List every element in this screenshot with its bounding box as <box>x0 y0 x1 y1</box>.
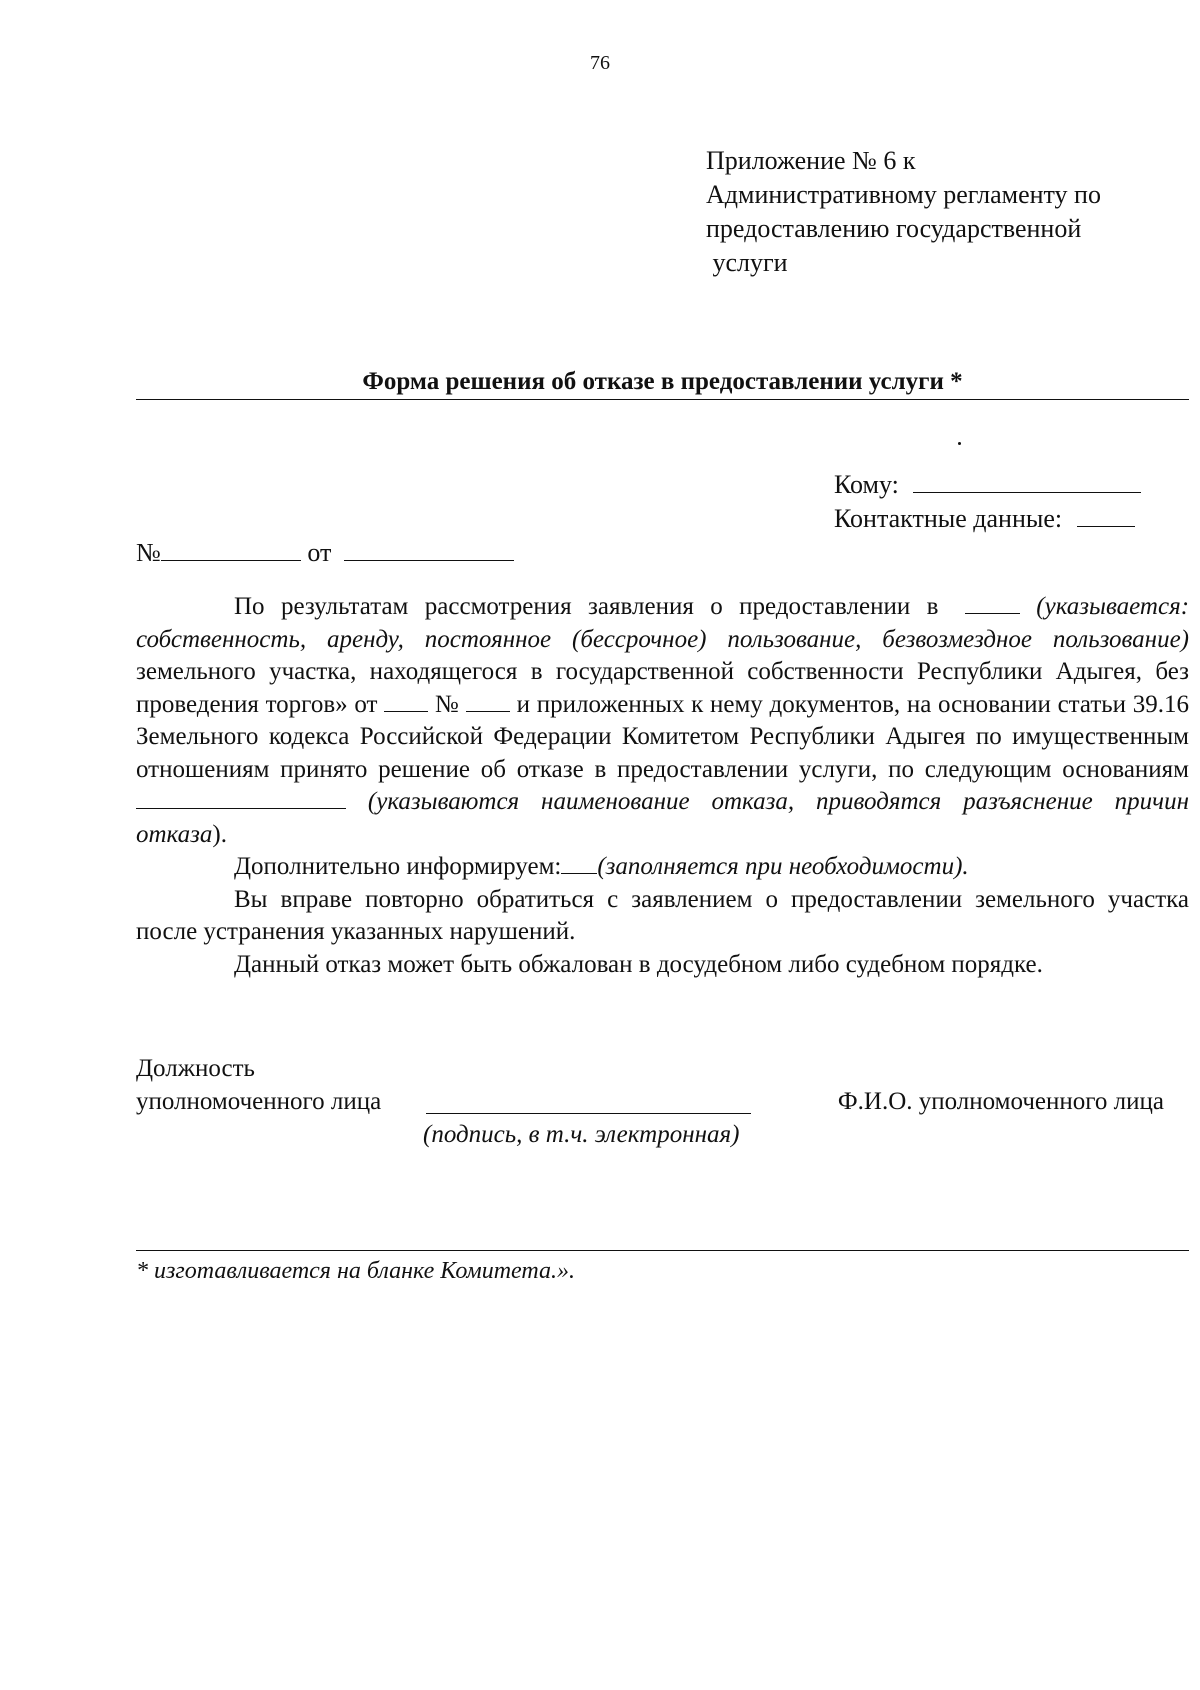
body-paragraph-4: Данный отказ может быть обжалован в досудебном либо судебном порядке. <box>234 950 1043 978</box>
form-title: Форма решения об отказе в предоставлении услуги * <box>362 368 963 395</box>
body-blank-additional <box>561 872 597 874</box>
signature-fio-label: Ф.И.О. уполномоченного лица <box>837 1088 1164 1115</box>
decision-number-label: № <box>136 538 161 567</box>
appendix-line-3: предоставлению государственной <box>706 214 1082 243</box>
signature-position-line-2: уполномоченного лица <box>136 1088 382 1115</box>
appendix-header <box>706 144 1101 280</box>
body-p1-text-4: ). <box>212 820 227 848</box>
stray-dot <box>958 442 961 445</box>
decision-body <box>136 591 1189 981</box>
decision-from-label: от <box>307 538 332 567</box>
signature-blank <box>426 1113 751 1114</box>
body-p2-italic: (заполняется при необходимости). <box>597 853 969 880</box>
body-paragraph-1 <box>136 591 1189 851</box>
body-p1-number-label: № <box>434 690 460 718</box>
recipient-block <box>834 468 1141 536</box>
appendix-line-2: Административному регламенту по <box>706 180 1101 209</box>
recipient-to-row <box>834 468 1141 502</box>
body-blank-date <box>384 710 428 712</box>
body-p1-italic-2: (указываются наименование отказа, приводятся разъяснение причин отказа <box>136 788 1189 848</box>
recipient-to-blank <box>913 491 1141 493</box>
page-number: 76 <box>590 52 610 74</box>
body-p1-text-2: земельного участка, находящегося в государственной собственности Республики Адыгея, без проведения торгов» от <box>136 658 1189 718</box>
appendix-line-1: Приложение № 6 к <box>706 146 916 175</box>
decision-from-blank <box>344 559 514 561</box>
body-p2-text: Дополнительно информируем: <box>234 853 562 880</box>
signature-note: (подпись, в т.ч. электронная) <box>423 1121 740 1148</box>
body-p1-text-3: и приложенных к нему документов, на основании статьи 39.16 Земельного кодекса Российской Федерации Комитетом Республики Адыгея по имущественным отношениям принято решение об отказе в предоставлении услуги, по следующим основаниям <box>136 690 1190 783</box>
signature-position-row-2 <box>136 1085 1189 1118</box>
recipient-contacts-blank <box>1077 525 1135 527</box>
body-paragraph-3: Вы вправе повторно обратиться с заявлением о предоставлении земельного участка после устранения указанных нарушений. <box>136 885 1189 945</box>
signature-position-line-1: Должность <box>136 1055 255 1082</box>
recipient-to-label: Кому: <box>834 470 899 499</box>
footnote: * изготавливается на бланке Комитета.». <box>136 1258 576 1284</box>
body-paragraph-2 <box>136 851 1189 884</box>
title-underline <box>136 399 1189 400</box>
body-blank-grounds <box>136 807 346 809</box>
body-p1-text-1: По результатам рассмотрения заявления о предоставлении в <box>234 593 939 620</box>
body-blank-right-type <box>965 612 1020 614</box>
recipient-contacts-row <box>834 502 1141 536</box>
footnote-separator <box>136 1250 1189 1251</box>
decision-number-blank <box>161 559 301 561</box>
body-p1-italic-1: (указывается: собственность, аренду, постоянное (бессрочное) пользование, безвозмездное пользование) <box>136 593 1190 653</box>
signature-position-row-1 <box>136 1052 1189 1085</box>
appendix-line-4: услуги <box>706 248 788 277</box>
signature-block <box>136 1052 1189 1148</box>
recipient-contacts-label: Контактные данные: <box>834 504 1063 533</box>
body-blank-number <box>466 710 510 712</box>
decision-number-row <box>136 538 514 568</box>
